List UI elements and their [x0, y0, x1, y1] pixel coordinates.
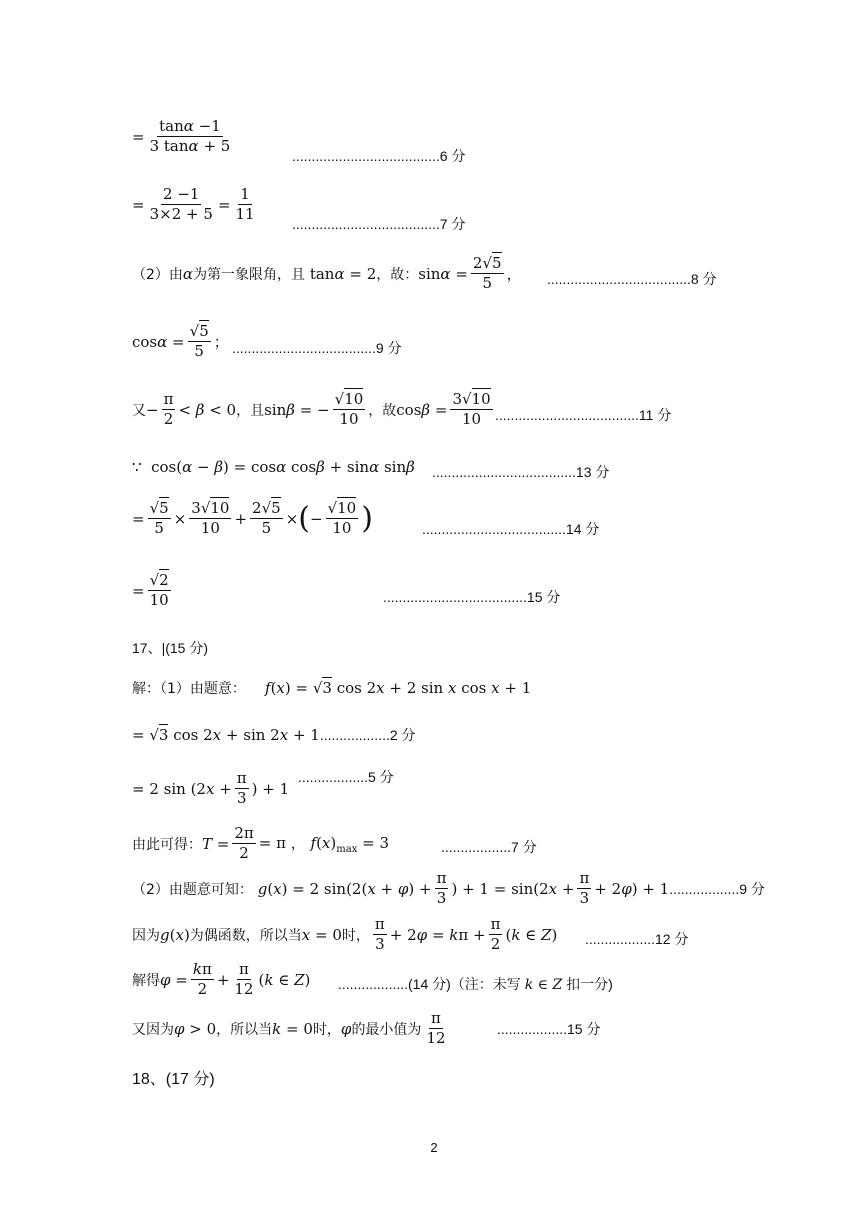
cos-alpha-line: cosα = $\frac{√5}{5}$ ；: [132, 322, 229, 361]
q17-period: 由此可得： T = $\frac{2\pi}{2}$ = π ， $f(x)_{max} = 3$: [132, 824, 389, 863]
beta-mid2: ，故: [368, 402, 397, 419]
score-mark-15: .....................................15 分: [383, 589, 561, 605]
score-mark-14b-note: ..................(14 分)（注：未写 k ∈ Z 扣一分): [338, 976, 613, 993]
score-mark-2: ..................2 分: [319, 727, 416, 743]
score-mark-5: ..................5 分: [298, 769, 394, 785]
q17-simplify: = √3 cos 2x + sin 2x + 1 ..................2 分: [132, 726, 416, 744]
question-17-header: 17、|(15 分): [132, 640, 208, 656]
even-mid2: 时，: [341, 927, 370, 944]
even-mid1: 为偶函数，所以当: [189, 927, 302, 944]
part2-prefix: （2）由: [132, 266, 183, 283]
score-mark-12: ..................12 分: [585, 931, 689, 947]
score-note: ..................(14 分)（注：未写: [338, 976, 521, 992]
even-prefix: 因为: [132, 927, 160, 944]
score-mark-13: .....................................13 分: [432, 464, 610, 480]
score-mark-9: .....................................9 分: [232, 340, 402, 356]
beta-line: 又 − $\frac{\pi}{2}$ < β < 0 ，且 sinβ = − $\frac{√10}{10}$ ，故 cosβ = $\frac{3√10}{10}$: [132, 390, 491, 429]
cos-diff-line: ∵ cos(α − β) = cosα cosβ + sinα sinβ: [132, 458, 415, 476]
q17-solve-phi: 解得 φ = $\frac{k\pi}{2}$ + $\frac{\pi}{12}$ (k ∈ Z): [132, 960, 311, 999]
score-mark-14: .....................................14 分: [422, 521, 600, 537]
score-mark-8: .....................................8 分: [547, 271, 717, 287]
beta-prefix: 又: [132, 402, 146, 419]
min-prefix: 又因为: [132, 1021, 174, 1038]
q17-prefix: 解：（1）由题意：: [132, 681, 246, 697]
period-prefix: 由此可得：: [132, 836, 202, 853]
result-line: = $\frac{√2}{10}$: [132, 571, 169, 610]
beta-mid1: ，且: [236, 402, 265, 419]
min-mid2: 时，: [312, 1021, 341, 1038]
score-mark-6: ......................................6 分: [292, 148, 466, 164]
q17-function: 解：（1）由题意： f(x) = √3 cos 2x + 2 sin x cos x + 1: [132, 679, 532, 697]
score-mark-9b: ..................9 分: [669, 880, 765, 897]
min-mid3: 的最小值为: [351, 1021, 422, 1038]
score-note-tail: 扣一分): [566, 976, 613, 992]
score-mark-11: .....................................11 分: [495, 407, 672, 423]
because-symbol: ∵: [132, 458, 142, 476]
g-prefix: （2）由题意可知：: [132, 881, 253, 898]
equation-step-2: = $\frac{2 -1}{3\times 2 + 5}$ = $\frac{1}{11}$: [132, 185, 255, 224]
score-mark-7b: ..................7 分: [441, 839, 537, 855]
part2-mid2: ，故：: [376, 266, 419, 283]
q17-form: = 2 sin (2x + $\frac{\pi}{3}$ ) + 1: [132, 769, 290, 808]
substitution-line: = $\frac{√5}{5}$ × $\frac{3√10}{10}$ + $\frac{2√5}{5}$ × ( − $\frac{√10}{10}$ ): [132, 499, 373, 538]
min-mid1: ，所以当: [216, 1021, 273, 1038]
equation-step-1: = $\frac{\tan\alpha -1}{3 \tan\alpha + 5}$: [132, 117, 231, 156]
q17-even-function: 因为 g(x) 为偶函数，所以当 x = 0 时， $\frac{\pi}{3}$ + 2φ = kπ + $\frac{\pi}{2}$ (k ∈ Z): [132, 915, 558, 954]
part2-statement: （2）由 α 为第一象限角，且 tanα = 2 ，故： sinα = $\frac{2√5}{5}$ ，: [132, 254, 522, 293]
q17-g-function: （2）由题意可知： g(x) = 2 sin(2(x + φ) + $\frac{\pi}{3}$ ) + 1 = sin(2x + $\frac{\pi}{3}$ + 2φ) + 1 ..................9 分: [132, 869, 765, 908]
part2-mid1: 为第一象限角，且: [193, 266, 306, 283]
q17-min-phi: 又因为 φ > 0 ，所以当 k = 0 时， φ 的最小值为 $\frac{\pi}{12}$: [132, 1009, 446, 1048]
solve-prefix: 解得: [132, 972, 160, 989]
score-mark-7: ......................................7 分: [292, 216, 466, 232]
question-18-header: 18、(17 分): [132, 1071, 215, 1088]
score-mark-15b: ..................15 分: [497, 1021, 601, 1037]
page-number: 2: [430, 1140, 438, 1155]
